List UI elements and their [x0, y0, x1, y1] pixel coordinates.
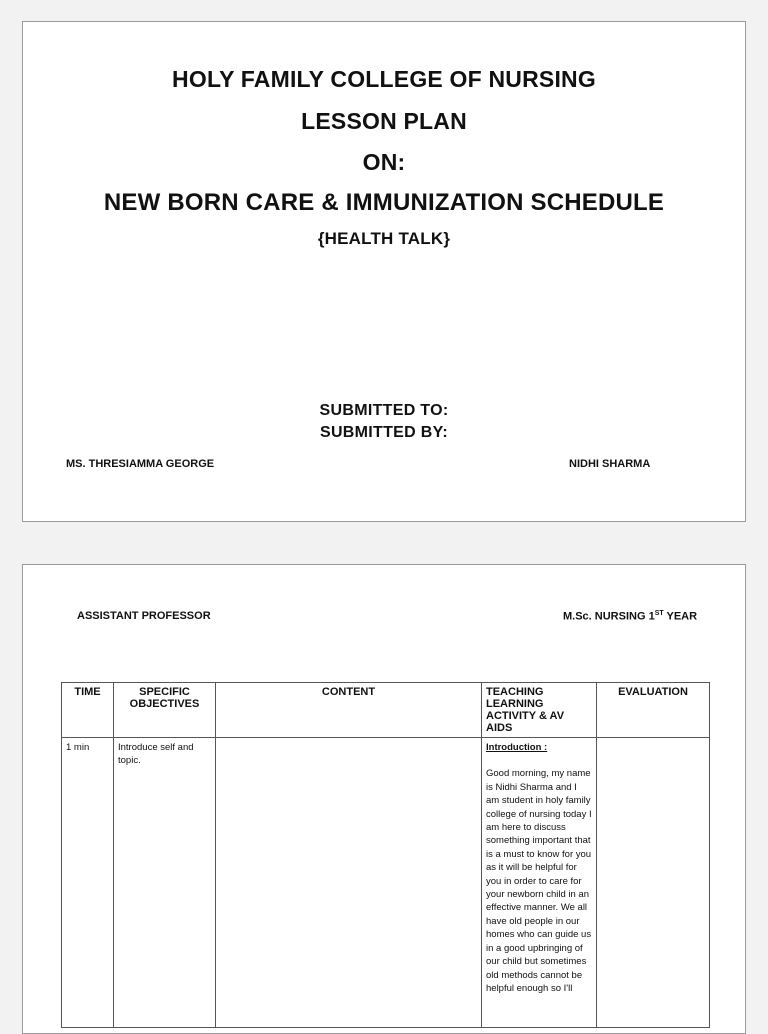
- submitted-by-label: SUBMITTED BY:: [319, 424, 449, 441]
- submitted-by-role: M.Sc. NURSING 1ST YEAR: [563, 610, 698, 623]
- lesson-plan-table: [61, 682, 710, 1028]
- lesson-plan-page: [22, 564, 746, 1034]
- document-type: LESSON PLAN: [301, 108, 467, 134]
- lesson-subtitle: {HEALTH TALK}: [317, 229, 451, 248]
- submitted-to-label: SUBMITTED TO:: [319, 402, 449, 419]
- lesson-topic: NEW BORN CARE & IMMUNIZATION SCHEDULE: [103, 189, 665, 216]
- cell-activity: [482, 738, 597, 1028]
- cover-page: [22, 21, 746, 522]
- activity-text: Good morning, my name is Nidhi Sharma and I am student in holy family college of nursing today I am here to discuss something important that is a must to know for you as it will be helpful for you in order to care for your newborn child in an effective manner. We all have old people in our homes who can guide us in a good upbringing of our child but sometimes old methods cannot be helpful enough so I'll: [486, 768, 592, 994]
- on-label: ON:: [362, 149, 406, 175]
- table-row: [62, 738, 710, 1028]
- cell-content: [216, 738, 482, 1028]
- column-header-time: TIME: [62, 683, 114, 738]
- submitted-to-role: ASSISTANT PROFESSOR: [77, 610, 211, 622]
- column-header-objectives: SPECIFIC OBJECTIVES: [114, 683, 216, 738]
- college-name: HOLY FAMILY COLLEGE OF NURSING: [172, 66, 596, 92]
- cell-evaluation: [597, 738, 710, 1028]
- submitted-to-name: MS. THRESIAMMA GEORGE: [66, 458, 215, 470]
- column-header-evaluation: EVALUATION: [597, 683, 710, 738]
- table-header-row: [62, 683, 710, 738]
- cell-time: 1 min: [62, 738, 114, 1028]
- cell-objective: Introduce self and topic.: [114, 738, 216, 1028]
- activity-heading: Introduction :: [486, 742, 548, 753]
- column-header-content: CONTENT: [216, 683, 482, 738]
- column-header-activity: TEACHING LEARNING ACTIVITY & AV AIDS: [482, 683, 597, 738]
- submitted-by-name: NIDHI SHARMA: [569, 458, 651, 470]
